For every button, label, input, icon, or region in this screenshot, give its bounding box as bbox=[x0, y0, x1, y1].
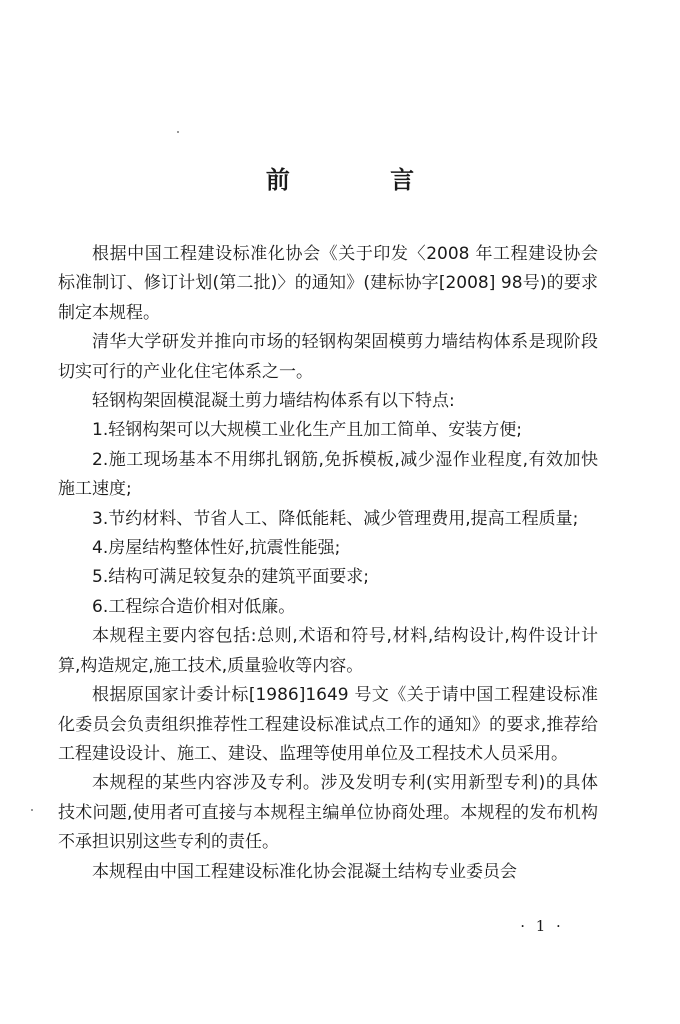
page-title: 前 言 bbox=[265, 166, 461, 194]
paragraph-patent: 本规程的某些内容涉及专利。涉及发明专利(实用新型专利)的具体技术问题,使用者可直接与本规程主编单位协商处理。本规程的发布机构不承担识别这些专利的责任。 bbox=[58, 773, 598, 853]
scan-speck bbox=[177, 131, 179, 133]
paragraph-system: 清华大学研发并推向市场的轻钢构架固模剪力墙结构体系是现阶段切实可行的产业化住宅体系之一。 bbox=[58, 332, 598, 382]
page-number: · 1 · bbox=[520, 917, 564, 935]
list-item-feature-3: 3.节约材料、节省人工、降低能耗、减少管理费用,提高工程质量; bbox=[92, 508, 579, 529]
paragraph-committee: 本规程由中国工程建设标准化协会混凝土结构专业委员会 bbox=[92, 861, 517, 882]
list-item-feature-2: 2.施工现场基本不用绑扎钢筋,免拆模板,减少湿作业程度,有效加快施工速度; bbox=[58, 449, 598, 500]
list-item-feature-1: 1.轻钢构架可以大规模工业化生产且加工简单、安装方便; bbox=[92, 420, 522, 441]
list-item-feature-6: 6.工程综合造价相对低廉。 bbox=[92, 596, 296, 617]
list-item-feature-5: 5.结构可满足较复杂的建筑平面要求; bbox=[92, 567, 369, 588]
preface-body bbox=[58, 240, 598, 887]
paragraph-features-heading: 轻钢构架固模混凝土剪力墙结构体系有以下特点: bbox=[92, 391, 455, 412]
paragraph-contents: 本规程主要内容包括:总则,术语和符号,材料,结构设计,构件设计计算,构造规定,施工技术,质量验收等内容。 bbox=[58, 626, 598, 676]
paragraph-intro: 根据中国工程建设标准化协会《关于印发〈2008 年工程建设协会标准制订、修订计划(第二批)〉的通知》(建标协字[2008] 98号)的要求制定本规程。 bbox=[58, 244, 598, 323]
list-item-feature-4: 4.房屋结构整体性好,抗震性能强; bbox=[92, 538, 341, 559]
scan-speck bbox=[31, 809, 33, 811]
paragraph-recommendation: 根据原国家计委计标[1986]1649 号文《关于请中国工程建设标准化委员会负责组织推荐性工程建设标准试点工作的通知》的要求,推荐给工程建设设计、施工、建设、监理等使用单位及工程技术人员采用。 bbox=[58, 685, 598, 764]
